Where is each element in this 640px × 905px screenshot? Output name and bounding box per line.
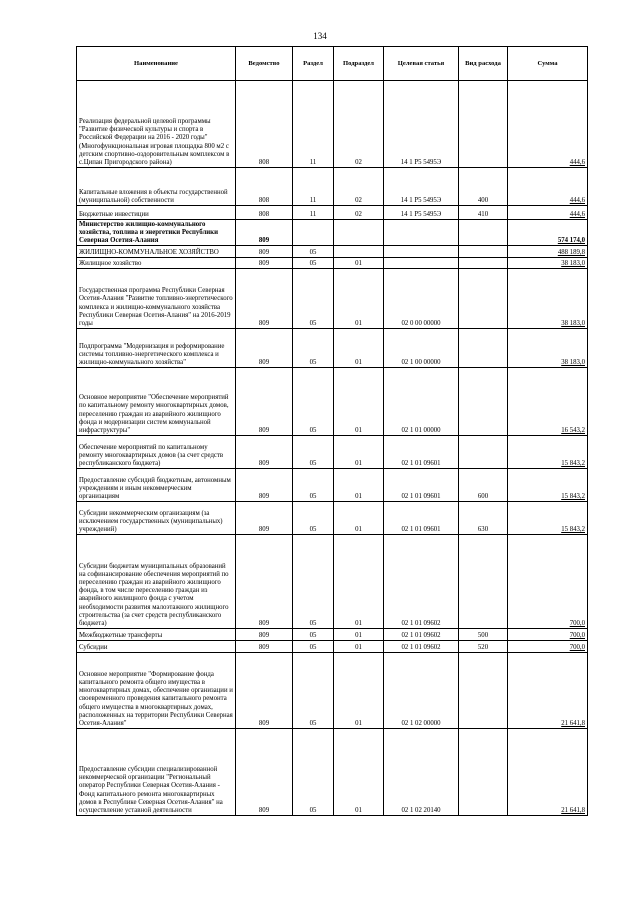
row-sum: 488 189,8	[508, 246, 588, 258]
row-razdel: 05	[293, 535, 334, 629]
row-podrazdel: 02	[334, 206, 384, 220]
row-expense-type: 630	[459, 502, 508, 535]
row-expense-type	[459, 653, 508, 729]
row-razdel: 05	[293, 641, 334, 653]
row-razdel	[293, 220, 334, 246]
row-vedomstvo: 808	[236, 81, 293, 168]
row-expense-type	[459, 436, 508, 469]
row-razdel: 05	[293, 729, 334, 816]
row-target-article: 14 1 P5 5495Э	[384, 206, 459, 220]
row-target-article	[384, 220, 459, 246]
table-row	[77, 329, 588, 368]
row-target-article: 02 1 01 09602	[384, 629, 459, 641]
row-target-article	[384, 258, 459, 269]
row-vedomstvo: 809	[236, 436, 293, 469]
row-razdel: 05	[293, 246, 334, 258]
row-sum: 15 843,2	[508, 502, 588, 535]
row-podrazdel	[334, 246, 384, 258]
table-row	[77, 641, 588, 653]
table-row	[77, 206, 588, 220]
row-expense-type	[459, 729, 508, 816]
row-vedomstvo: 809	[236, 368, 293, 436]
row-sum: 38 183,0	[508, 329, 588, 368]
table-row	[77, 436, 588, 469]
row-expense-type	[459, 220, 508, 246]
row-target-article: 02 1 01 09601	[384, 502, 459, 535]
row-expense-type: 500	[459, 629, 508, 641]
row-target-article: 02 1 00 00000	[384, 329, 459, 368]
row-sum: 700,0	[508, 641, 588, 653]
table-row	[77, 246, 588, 258]
row-sum: 38 183,0	[508, 258, 588, 269]
row-name: Предоставление субсидии специализированной некоммерческой организации "Региональный оператор Республики Северная Осетия-Алания - Фонд капитального ремонта многоквартирных домов в Республике Северная Осетия-Алания" на осуществление уставной деятельности	[77, 729, 236, 816]
table-row	[77, 535, 588, 629]
page-number: 134	[313, 31, 327, 41]
row-name: Реализация федеральной целевой программы "Развитие физической культуры и спорта в Российской Федерации на 2016 - 2020 годы"(Многофункциональная игровая площадка 800 м2 с детским спортивно-оздоровительным комплексом в с.Ципан Пригородского района)	[77, 81, 236, 168]
row-target-article: 02 1 02 20140	[384, 729, 459, 816]
row-podrazdel: 01	[334, 469, 384, 502]
row-expense-type	[459, 258, 508, 269]
row-sum: 21 641,8	[508, 653, 588, 729]
row-razdel: 05	[293, 258, 334, 269]
row-target-article: 02 1 01 09602	[384, 535, 459, 629]
row-vedomstvo: 809	[236, 535, 293, 629]
row-podrazdel: 01	[334, 269, 384, 329]
row-name: Субсидии	[77, 641, 236, 653]
header-sum: Сумма	[508, 47, 588, 81]
table-row	[77, 269, 588, 329]
row-vedomstvo: 808	[236, 206, 293, 220]
row-vedomstvo: 809	[236, 329, 293, 368]
row-expense-type: 400	[459, 168, 508, 206]
row-sum: 38 183,0	[508, 269, 588, 329]
row-name: Бюджетные инвестиции	[77, 206, 236, 220]
row-target-article: 02 0 00 00000	[384, 269, 459, 329]
row-name: Жилищное хозяйство	[77, 258, 236, 269]
row-expense-type	[459, 269, 508, 329]
row-sum: 574 174,0	[508, 220, 588, 246]
table-row	[77, 258, 588, 269]
row-razdel: 05	[293, 269, 334, 329]
row-razdel: 05	[293, 629, 334, 641]
row-target-article: 14 1 P5 5495Э	[384, 168, 459, 206]
row-vedomstvo: 809	[236, 258, 293, 269]
header-vedomstvo: Ведомство	[236, 47, 293, 81]
row-sum: 15 843,2	[508, 469, 588, 502]
row-vedomstvo: 809	[236, 653, 293, 729]
row-sum: 444,6	[508, 168, 588, 206]
row-name: Субсидии некоммерческим организациям (за исключением государственных (муниципальных) учреждений)	[77, 502, 236, 535]
row-name: Государственная программа Республики Северная Осетия-Алания "Развитие топливно-энергетического комплекса и жилищно-коммунального хозяйства Республики Северная Осетия-Алания" на 2016-2019 годы	[77, 269, 236, 329]
row-podrazdel: 02	[334, 81, 384, 168]
row-name: Основное мероприятие "Формирование фонда капитального ремонта общего имущества в многоквартирных домах, обеспечение организации и своевременного проведения капитального ремонта общего имущества в многоквартирных домах, расположенных на территории Республики Северная Осетия-Алания"	[77, 653, 236, 729]
row-target-article: 02 1 02 00000	[384, 653, 459, 729]
row-vedomstvo: 809	[236, 469, 293, 502]
header-target-article: Целевая статья	[384, 47, 459, 81]
row-sum: 15 843,2	[508, 436, 588, 469]
row-podrazdel: 01	[334, 329, 384, 368]
header-podrazdel: Подраздел	[334, 47, 384, 81]
row-sum: 444,6	[508, 81, 588, 168]
row-target-article: 02 1 01 09601	[384, 469, 459, 502]
row-expense-type	[459, 535, 508, 629]
header-name: Наименование	[77, 47, 236, 81]
table-row	[77, 653, 588, 729]
row-vedomstvo: 809	[236, 502, 293, 535]
row-target-article: 02 1 01 09601	[384, 436, 459, 469]
row-sum: 16 543,2	[508, 368, 588, 436]
row-razdel: 05	[293, 368, 334, 436]
row-razdel: 05	[293, 329, 334, 368]
row-podrazdel: 01	[334, 653, 384, 729]
row-podrazdel: 02	[334, 168, 384, 206]
row-name: Министерство жилищно-коммунального хозяйства, топлива и энергетики Республики Северная Осетия-Алания	[77, 220, 236, 246]
row-name: Капитальные вложения в объекты государственной (муниципальной) собственности	[77, 168, 236, 206]
table-row	[77, 629, 588, 641]
row-expense-type	[459, 368, 508, 436]
table-row	[77, 220, 588, 246]
row-podrazdel: 01	[334, 436, 384, 469]
row-podrazdel: 01	[334, 368, 384, 436]
row-podrazdel: 01	[334, 629, 384, 641]
table-row	[77, 168, 588, 206]
row-podrazdel: 01	[334, 535, 384, 629]
row-expense-type: 600	[459, 469, 508, 502]
row-razdel: 05	[293, 469, 334, 502]
row-razdel: 11	[293, 206, 334, 220]
row-podrazdel: 01	[334, 729, 384, 816]
table-row	[77, 502, 588, 535]
row-name: Межбюджетные трансферты	[77, 629, 236, 641]
row-podrazdel: 01	[334, 641, 384, 653]
table-row	[77, 469, 588, 502]
row-expense-type	[459, 81, 508, 168]
row-name: Обеспечение мероприятий по капитальному ремонту многоквартирных домов (за счет средств республиканского бюджета)	[77, 436, 236, 469]
row-razdel: 11	[293, 168, 334, 206]
header-expense-type: Вид расхода	[459, 47, 508, 81]
row-sum: 444,6	[508, 206, 588, 220]
row-expense-type	[459, 246, 508, 258]
row-expense-type: 410	[459, 206, 508, 220]
row-vedomstvo: 809	[236, 629, 293, 641]
row-target-article	[384, 246, 459, 258]
row-vedomstvo: 809	[236, 641, 293, 653]
row-razdel: 05	[293, 436, 334, 469]
row-vedomstvo: 809	[236, 729, 293, 816]
table-row	[77, 729, 588, 816]
budget-table	[76, 46, 588, 816]
row-name: Субсидии бюджетам муниципальных образований на софинансирование обеспечения мероприятий по переселению граждан из аварийного жилищного фонда, в том числе переселению граждан из аварийного жилищного фонда с учетом необходимости развития малоэтажного жилищного строительства (за счет средств республиканского бюджета)	[77, 535, 236, 629]
row-expense-type: 520	[459, 641, 508, 653]
row-target-article: 14 1 P5 5495Э	[384, 81, 459, 168]
row-name: Основное мероприятие "Обеспечение мероприятий по капитальному ремонту многоквартирных домов, переселению граждан из аварийного жилищного фонда и модернизации систем коммунальной инфраструктуры"	[77, 368, 236, 436]
table-row	[77, 368, 588, 436]
table-header-row	[77, 47, 588, 81]
row-podrazdel	[334, 220, 384, 246]
row-vedomstvo: 809	[236, 269, 293, 329]
header-razdel: Раздел	[293, 47, 334, 81]
row-vedomstvo: 809	[236, 246, 293, 258]
row-sum: 21 641,8	[508, 729, 588, 816]
row-target-article: 02 1 01 00000	[384, 368, 459, 436]
row-podrazdel: 01	[334, 258, 384, 269]
row-name: Предоставление субсидий бюджетным, автономным учреждениям и иным некоммерческим организациям	[77, 469, 236, 502]
row-target-article: 02 1 01 09602	[384, 641, 459, 653]
row-podrazdel: 01	[334, 502, 384, 535]
row-vedomstvo: 809	[236, 220, 293, 246]
row-expense-type	[459, 329, 508, 368]
row-name: Подпрограмма "Модернизация и реформирование системы топливно-энергетического комплекса и жилищно-коммунального хозяйства"	[77, 329, 236, 368]
row-razdel: 05	[293, 653, 334, 729]
row-sum: 700,0	[508, 535, 588, 629]
row-razdel: 05	[293, 502, 334, 535]
row-name: ЖИЛИЩНО-КОММУНАЛЬНОЕ ХОЗЯЙСТВО	[77, 246, 236, 258]
row-razdel: 11	[293, 81, 334, 168]
table-row	[77, 81, 588, 168]
row-vedomstvo: 808	[236, 168, 293, 206]
row-sum: 700,0	[508, 629, 588, 641]
